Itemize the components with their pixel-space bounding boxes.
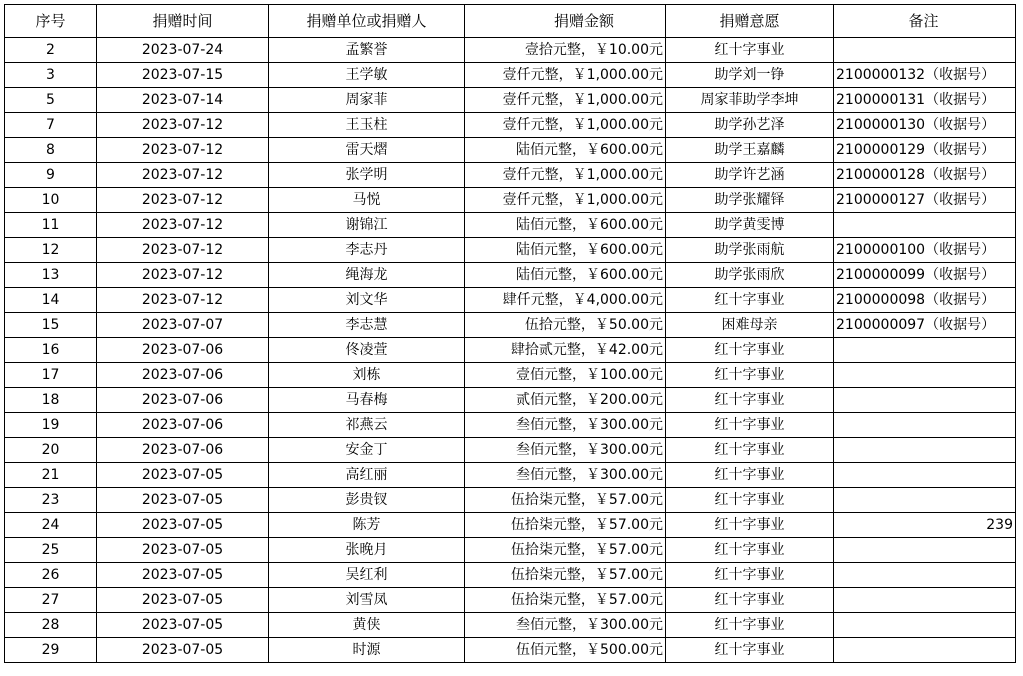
cell-date: 2023-07-12 — [97, 163, 269, 188]
cell-date: 2023-07-12 — [97, 113, 269, 138]
cell-donor: 王玉柱 — [269, 113, 465, 138]
cell-amount: 壹拾元整，￥10.00元 — [465, 38, 666, 63]
cell-no: 25 — [5, 538, 97, 563]
cell-note — [834, 588, 1016, 613]
cell-no: 26 — [5, 563, 97, 588]
table-row — [5, 288, 1016, 313]
cell-purpose: 红十字事业 — [666, 363, 834, 388]
cell-purpose: 助学张耀铎 — [666, 188, 834, 213]
cell-donor: 王学敏 — [269, 63, 465, 88]
cell-donor: 时源 — [269, 638, 465, 663]
cell-no: 7 — [5, 113, 97, 138]
cell-no: 3 — [5, 63, 97, 88]
cell-date: 2023-07-14 — [97, 88, 269, 113]
cell-no: 29 — [5, 638, 97, 663]
cell-date: 2023-07-24 — [97, 38, 269, 63]
header-date: 捐赠时间 — [97, 5, 269, 38]
cell-amount: 叁佰元整，￥300.00元 — [465, 438, 666, 463]
cell-donor: 吴红利 — [269, 563, 465, 588]
cell-donor: 李志慧 — [269, 313, 465, 338]
cell-donor: 刘文华 — [269, 288, 465, 313]
table-row — [5, 213, 1016, 238]
cell-amount: 壹仟元整，￥1,000.00元 — [465, 113, 666, 138]
cell-date: 2023-07-05 — [97, 488, 269, 513]
cell-no: 15 — [5, 313, 97, 338]
cell-donor: 张学明 — [269, 163, 465, 188]
table-row — [5, 488, 1016, 513]
cell-no: 27 — [5, 588, 97, 613]
cell-purpose: 红十字事业 — [666, 588, 834, 613]
cell-amount: 陆佰元整，￥600.00元 — [465, 138, 666, 163]
cell-donor: 刘栋 — [269, 363, 465, 388]
cell-amount: 伍拾元整，￥50.00元 — [465, 313, 666, 338]
cell-purpose: 困难母亲 — [666, 313, 834, 338]
cell-donor: 祁燕云 — [269, 413, 465, 438]
cell-donor: 刘雪凤 — [269, 588, 465, 613]
table-row — [5, 563, 1016, 588]
cell-amount: 伍拾柒元整，￥57.00元 — [465, 563, 666, 588]
cell-donor: 周家菲 — [269, 88, 465, 113]
cell-no: 12 — [5, 238, 97, 263]
cell-purpose: 助学许艺涵 — [666, 163, 834, 188]
cell-note: 2100000131（收据号） — [834, 88, 1016, 113]
cell-donor: 佟凌萱 — [269, 338, 465, 363]
cell-amount: 陆佰元整，￥600.00元 — [465, 238, 666, 263]
table-row — [5, 313, 1016, 338]
cell-donor: 张晚月 — [269, 538, 465, 563]
cell-amount: 壹佰元整，￥100.00元 — [465, 363, 666, 388]
cell-note: 2100000097（收据号） — [834, 313, 1016, 338]
cell-donor: 马悦 — [269, 188, 465, 213]
cell-note: 2100000128（收据号） — [834, 163, 1016, 188]
cell-date: 2023-07-06 — [97, 413, 269, 438]
table-row — [5, 363, 1016, 388]
cell-date: 2023-07-06 — [97, 363, 269, 388]
cell-note — [834, 388, 1016, 413]
table-row — [5, 588, 1016, 613]
cell-date: 2023-07-05 — [97, 638, 269, 663]
cell-date: 2023-07-05 — [97, 513, 269, 538]
table-row — [5, 413, 1016, 438]
cell-no: 2 — [5, 38, 97, 63]
cell-note: 2100000130（收据号） — [834, 113, 1016, 138]
cell-date: 2023-07-05 — [97, 563, 269, 588]
cell-note — [834, 413, 1016, 438]
cell-note — [834, 563, 1016, 588]
cell-donor: 谢锦江 — [269, 213, 465, 238]
table-row — [5, 38, 1016, 63]
table-row — [5, 263, 1016, 288]
cell-amount: 伍拾柒元整，￥57.00元 — [465, 488, 666, 513]
cell-no: 9 — [5, 163, 97, 188]
cell-no: 17 — [5, 363, 97, 388]
cell-donor: 黄侠 — [269, 613, 465, 638]
cell-amount: 伍佰元整，￥500.00元 — [465, 638, 666, 663]
cell-amount: 壹仟元整，￥1,000.00元 — [465, 88, 666, 113]
cell-amount: 肆拾贰元整，￥42.00元 — [465, 338, 666, 363]
cell-purpose: 红十字事业 — [666, 563, 834, 588]
header-note: 备注 — [834, 5, 1016, 38]
cell-purpose: 红十字事业 — [666, 438, 834, 463]
cell-note: 2100000100（收据号） — [834, 238, 1016, 263]
cell-note — [834, 488, 1016, 513]
cell-date: 2023-07-05 — [97, 613, 269, 638]
cell-purpose: 红十字事业 — [666, 288, 834, 313]
cell-amount: 叁佰元整，￥300.00元 — [465, 613, 666, 638]
cell-date: 2023-07-12 — [97, 188, 269, 213]
cell-purpose: 红十字事业 — [666, 463, 834, 488]
cell-donor: 雷天熠 — [269, 138, 465, 163]
cell-purpose: 助学黄雯博 — [666, 213, 834, 238]
cell-date: 2023-07-07 — [97, 313, 269, 338]
table-row — [5, 63, 1016, 88]
cell-no: 19 — [5, 413, 97, 438]
cell-no: 28 — [5, 613, 97, 638]
table-row — [5, 188, 1016, 213]
table-header-row — [5, 5, 1016, 38]
table-row — [5, 613, 1016, 638]
header-purpose: 捐赠意愿 — [666, 5, 834, 38]
table-row — [5, 113, 1016, 138]
cell-donor: 绳海龙 — [269, 263, 465, 288]
cell-donor: 安金丁 — [269, 438, 465, 463]
cell-purpose: 红十字事业 — [666, 413, 834, 438]
table-row — [5, 138, 1016, 163]
cell-date: 2023-07-12 — [97, 138, 269, 163]
cell-note — [834, 438, 1016, 463]
cell-purpose: 红十字事业 — [666, 338, 834, 363]
table-row — [5, 388, 1016, 413]
cell-note: 2100000127（收据号） — [834, 188, 1016, 213]
cell-no: 20 — [5, 438, 97, 463]
cell-amount: 伍拾柒元整，￥57.00元 — [465, 513, 666, 538]
cell-amount: 壹仟元整，￥1,000.00元 — [465, 188, 666, 213]
cell-purpose: 红十字事业 — [666, 538, 834, 563]
cell-note — [834, 363, 1016, 388]
cell-note — [834, 638, 1016, 663]
cell-date: 2023-07-12 — [97, 238, 269, 263]
cell-no: 24 — [5, 513, 97, 538]
cell-note: 2100000098（收据号） — [834, 288, 1016, 313]
header-amount: 捐赠金额 — [465, 5, 666, 38]
cell-date: 2023-07-05 — [97, 538, 269, 563]
cell-date: 2023-07-15 — [97, 63, 269, 88]
cell-amount: 伍拾柒元整，￥57.00元 — [465, 588, 666, 613]
cell-purpose: 红十字事业 — [666, 513, 834, 538]
cell-amount: 叁佰元整，￥300.00元 — [465, 413, 666, 438]
table-row — [5, 463, 1016, 488]
cell-amount: 贰佰元整，￥200.00元 — [465, 388, 666, 413]
cell-date: 2023-07-06 — [97, 388, 269, 413]
cell-amount: 伍拾柒元整，￥57.00元 — [465, 538, 666, 563]
header-no: 序号 — [5, 5, 97, 38]
cell-purpose: 助学孙艺泽 — [666, 113, 834, 138]
table-row — [5, 238, 1016, 263]
cell-amount: 壹仟元整，￥1,000.00元 — [465, 163, 666, 188]
cell-date: 2023-07-05 — [97, 588, 269, 613]
cell-purpose: 红十字事业 — [666, 638, 834, 663]
cell-donor: 李志丹 — [269, 238, 465, 263]
cell-no: 11 — [5, 213, 97, 238]
cell-amount: 壹仟元整，￥1,000.00元 — [465, 63, 666, 88]
cell-date: 2023-07-06 — [97, 338, 269, 363]
cell-donor: 陈芳 — [269, 513, 465, 538]
table-row — [5, 638, 1016, 663]
cell-purpose: 助学刘一铮 — [666, 63, 834, 88]
cell-purpose: 红十字事业 — [666, 38, 834, 63]
cell-no: 21 — [5, 463, 97, 488]
cell-note: 2100000132（收据号） — [834, 63, 1016, 88]
cell-note: 239 — [834, 513, 1016, 538]
cell-amount: 陆佰元整，￥600.00元 — [465, 263, 666, 288]
cell-no: 8 — [5, 138, 97, 163]
cell-note: 2100000129（收据号） — [834, 138, 1016, 163]
cell-date: 2023-07-12 — [97, 213, 269, 238]
cell-note: 2100000099（收据号） — [834, 263, 1016, 288]
cell-purpose: 周家菲助学李坤 — [666, 88, 834, 113]
cell-date: 2023-07-12 — [97, 288, 269, 313]
header-donor: 捐赠单位或捐赠人 — [269, 5, 465, 38]
cell-amount: 肆仟元整，￥4,000.00元 — [465, 288, 666, 313]
table-body — [5, 38, 1016, 663]
cell-donor: 孟繁誉 — [269, 38, 465, 63]
table-row — [5, 338, 1016, 363]
cell-purpose: 红十字事业 — [666, 488, 834, 513]
cell-no: 5 — [5, 88, 97, 113]
cell-note — [834, 38, 1016, 63]
cell-date: 2023-07-12 — [97, 263, 269, 288]
cell-date: 2023-07-05 — [97, 463, 269, 488]
cell-note — [834, 463, 1016, 488]
cell-note — [834, 213, 1016, 238]
cell-donor: 高红丽 — [269, 463, 465, 488]
cell-purpose: 助学张雨欣 — [666, 263, 834, 288]
cell-note — [834, 538, 1016, 563]
table-row — [5, 538, 1016, 563]
table-row — [5, 513, 1016, 538]
cell-no: 16 — [5, 338, 97, 363]
cell-no: 18 — [5, 388, 97, 413]
cell-amount: 陆佰元整，￥600.00元 — [465, 213, 666, 238]
cell-amount: 叁佰元整，￥300.00元 — [465, 463, 666, 488]
table-row — [5, 438, 1016, 463]
table-row — [5, 163, 1016, 188]
table-row — [5, 88, 1016, 113]
cell-donor: 马春梅 — [269, 388, 465, 413]
cell-purpose: 助学王嘉麟 — [666, 138, 834, 163]
cell-purpose: 助学张雨航 — [666, 238, 834, 263]
cell-no: 13 — [5, 263, 97, 288]
cell-note — [834, 338, 1016, 363]
cell-note — [834, 613, 1016, 638]
cell-no: 23 — [5, 488, 97, 513]
cell-no: 14 — [5, 288, 97, 313]
cell-donor: 彭贵钗 — [269, 488, 465, 513]
cell-date: 2023-07-06 — [97, 438, 269, 463]
cell-purpose: 红十字事业 — [666, 613, 834, 638]
donation-table — [4, 4, 1016, 663]
cell-purpose: 红十字事业 — [666, 388, 834, 413]
cell-no: 10 — [5, 188, 97, 213]
